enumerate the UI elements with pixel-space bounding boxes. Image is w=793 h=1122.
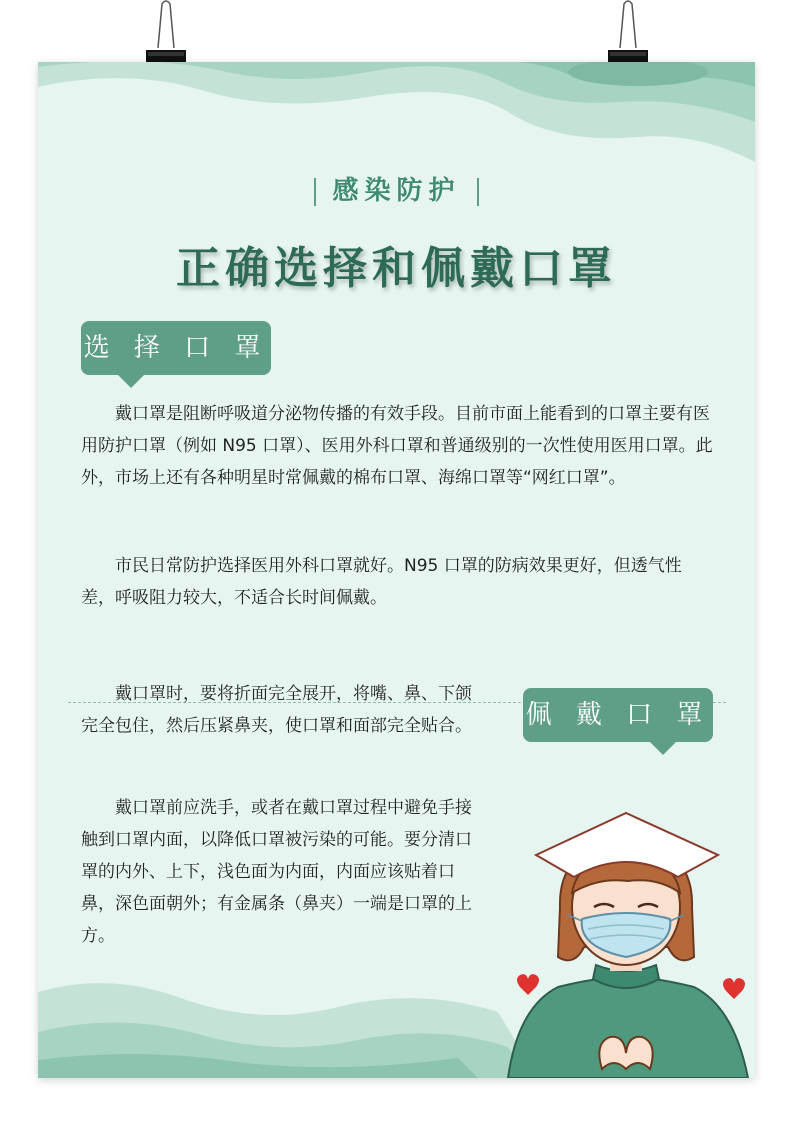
section-choose-heading: 选 择 口 罩 [83, 333, 269, 363]
wear-paragraph-1: 戴口罩时，要将折面完全展开，将嘴、鼻、下颌完全包住，然后压紧鼻夹，使口罩和面部完全贴合。 [81, 684, 472, 736]
section-choose-banner [81, 321, 271, 375]
banner-tail [649, 741, 677, 755]
tag-bar-left [314, 178, 316, 206]
nurse-illustration-icon [498, 807, 755, 1078]
tag-bar-right [477, 178, 479, 206]
section-wear-banner [523, 688, 713, 742]
section-wear-heading: 佩 戴 口 罩 [525, 700, 711, 730]
page-title: 正确选择和佩戴口罩 [176, 243, 617, 294]
choose-paragraph-1: 戴口罩是阻断呼吸道分泌物传播的有效手段。目前市面上能看到的口罩主要有医用防护口罩（例如 N95 口罩）、医用外科口罩和普通级别的一次性使用医用口罩。此外，市场上还有各种明星时常佩戴的棉布口罩、海绵口罩等“网红口罩”。 [81, 404, 713, 488]
wear-paragraph-2: 戴口罩前应洗手，或者在戴口罩过程中避免手接触到口罩内面，以降低口罩被污染的可能。要分清口罩的内外、上下，浅色面为内面，内面应该贴着口鼻，深色面朝外；有金属条（鼻夹）一端是口罩的上方。 [81, 798, 472, 946]
choose-paragraph-2: 市民日常防护选择医用外科口罩就好。N95 口罩的防病效果更好，但透气性差，呼吸阻力较大，不适合长时间佩戴。 [81, 556, 682, 608]
poster [38, 62, 755, 1078]
banner-tail [117, 374, 145, 388]
header-tag-text: 感染防护 [332, 176, 461, 206]
header-tag [38, 170, 755, 207]
